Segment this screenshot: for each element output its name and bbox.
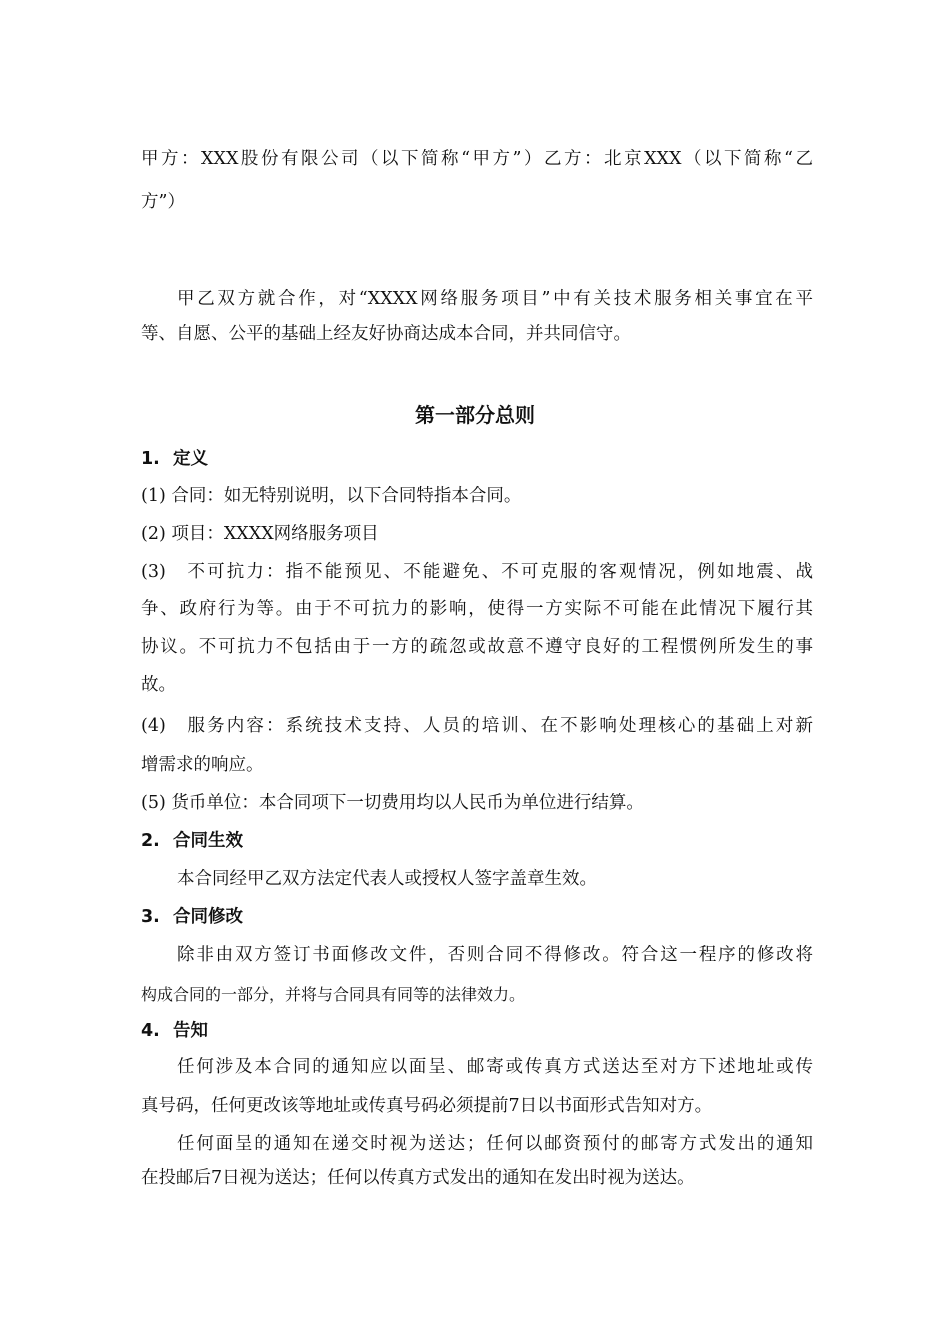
section-title: 合同生效 (173, 831, 243, 851)
notice-line-3: 任何面呈的通知在递交时视为送达；任何以邮资预付的邮寄方式发出的通知 (177, 1134, 813, 1154)
amendment-line-2: 构成合同的一部分，并将与合同具有同等的法律效力。 (141, 985, 526, 1004)
section-number: 1. (141, 449, 160, 469)
section-title: 合同修改 (173, 907, 243, 927)
section-heading-amendment (141, 905, 243, 929)
notice-line-1: 任何涉及本合同的通知应以面呈、邮寄或传真方式送达至对方下述地址或传 (177, 1057, 813, 1077)
section-heading-definitions (141, 447, 208, 471)
definition-force-majeure-line-4: 故。 (141, 675, 176, 695)
definition-service-content-line-1: (4) 服务内容：系统技术支持、人员的培训、在不影响处理核心的基础上对新 (141, 716, 813, 736)
section-number: 3. (141, 907, 160, 927)
parties-line-2: 方”） (141, 192, 185, 212)
definition-project: (2) 项目：XXXX网络服务项目 (141, 524, 379, 544)
definition-force-majeure-line-2: 争、政府行为等。由于不可抗力的影响，使得一方实际不可能在此情况下履行其 (141, 599, 813, 619)
amendment-line-1: 除非由双方签订书面修改文件，否则合同不得修改。符合这一程序的修改将 (177, 945, 813, 965)
intro-line-2: 等、自愿、公平的基础上经友好协商达成本合同，并共同信守。 (141, 324, 631, 344)
section-title: 定义 (173, 449, 208, 469)
section-number: 2. (141, 831, 160, 851)
definition-force-majeure-line-1: (3) 不可抗力：指不能预见、不能避免、不可克服的客观情况，例如地震、战 (141, 562, 813, 582)
definition-service-content-line-2: 增需求的响应。 (141, 755, 264, 775)
notice-line-4: 在投邮后7日视为送达；任何以传真方式发出的通知在发出时视为送达。 (141, 1168, 695, 1188)
definition-contract: (1) 合同：如无特别说明，以下合同特指本合同。 (141, 486, 522, 506)
intro-line-1: 甲乙双方就合作，对“XXXX网络服务项目”中有关技术服务相关事宜在平 (177, 289, 813, 309)
section-heading-notice (141, 1019, 208, 1043)
part-title: 第一部分总则 (415, 403, 535, 427)
effectiveness-text: 本合同经甲乙双方法定代表人或授权人签字盖章生效。 (177, 869, 597, 889)
parties-line-1: 甲方：XXX股份有限公司（以下简称“甲方”）乙方：北京XXX（以下简称“乙 (141, 149, 813, 169)
section-number: 4. (141, 1021, 160, 1041)
section-heading-effectiveness (141, 829, 243, 853)
notice-line-2: 真号码，任何更改该等地址或传真号码必须提前7日以书面形式告知对方。 (141, 1096, 713, 1116)
definition-currency: (5) 货币单位：本合同项下一切费用均以人民币为单位进行结算。 (141, 793, 644, 813)
section-title: 告知 (173, 1021, 208, 1041)
definition-force-majeure-line-3: 协议。不可抗力不包括由于一方的疏忽或故意不遵守良好的工程惯例所发生的事 (141, 637, 813, 657)
